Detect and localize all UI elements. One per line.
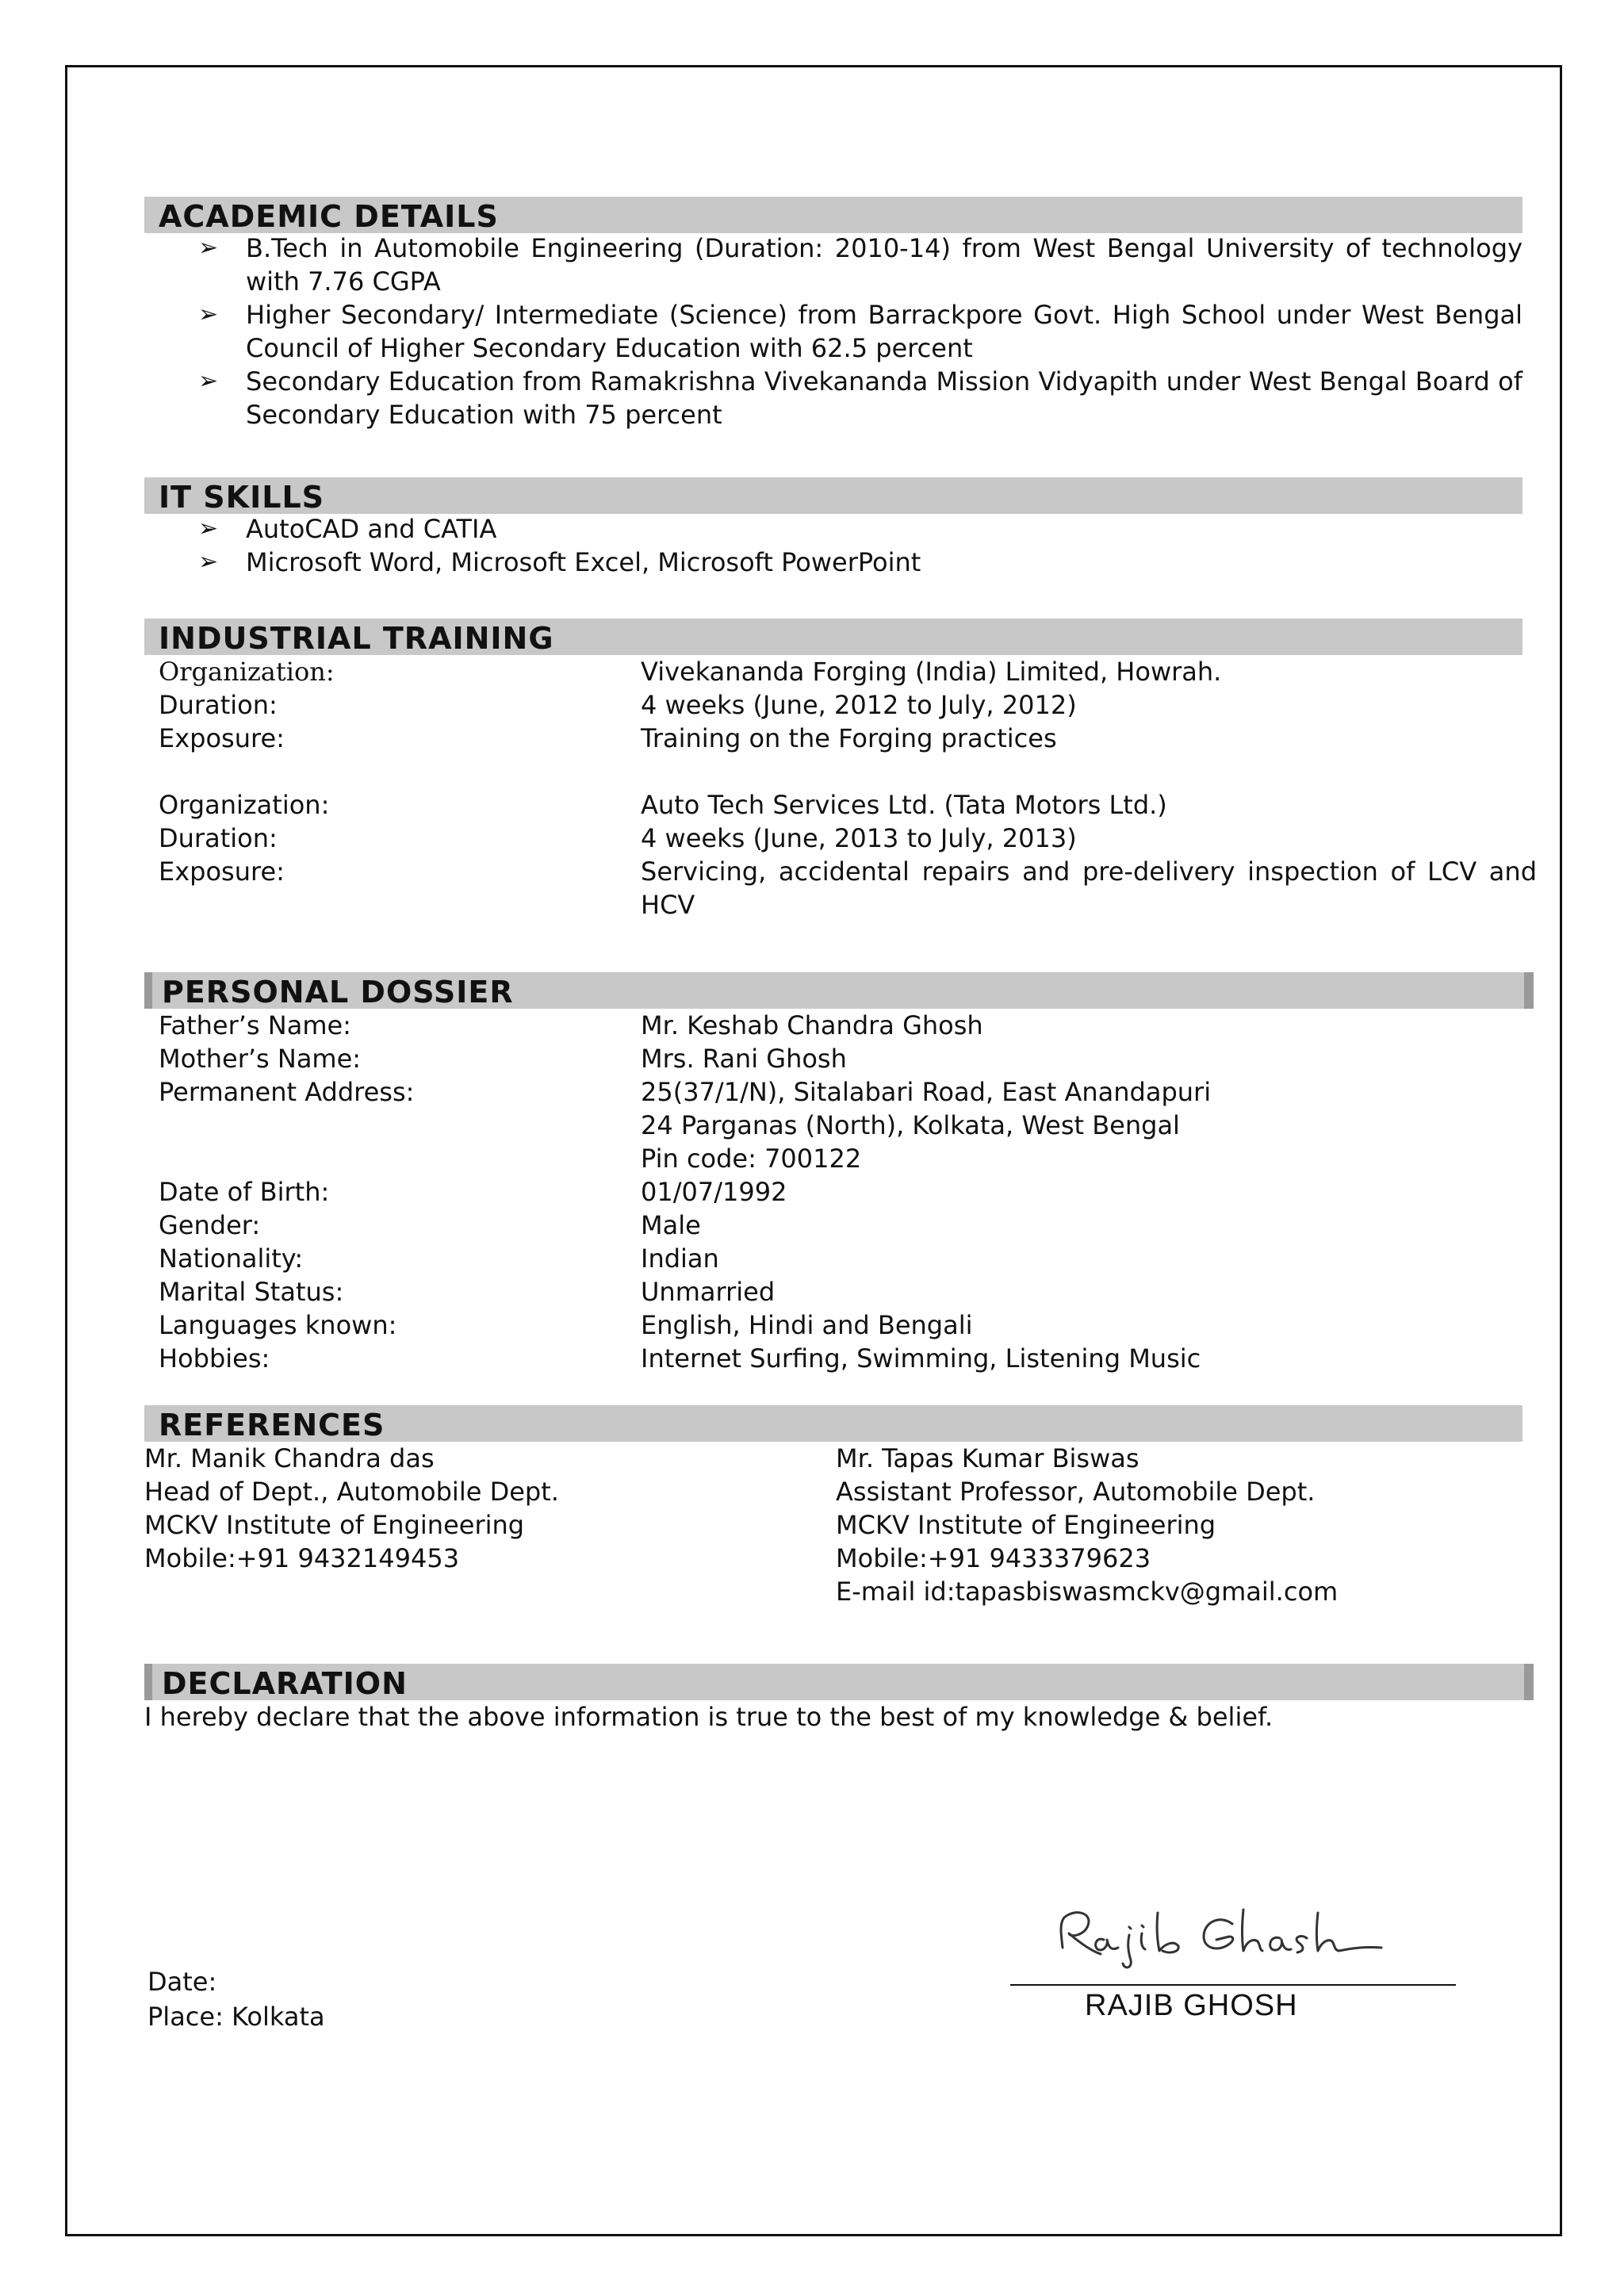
marital-status-label: Marital Status:	[159, 1277, 344, 1307]
gender-value: Male	[641, 1210, 701, 1240]
references-block	[144, 1442, 1522, 1608]
reference-name: Mr. Tapas Kumar Biswas	[836, 1443, 1139, 1473]
arrow-bullet-icon: ➢	[198, 234, 219, 262]
reference-name: Mr. Manik Chandra das	[144, 1443, 435, 1473]
training-org-label: Organization:	[159, 790, 330, 820]
spacer	[159, 755, 1537, 788]
training-exposure-label: Exposure:	[159, 723, 285, 753]
place-label: Place: Kolkata	[147, 2002, 325, 2032]
training-duration-label: Duration:	[159, 690, 278, 720]
list-item: ➢ B.Tech in Automobile Engineering (Duration: 2010-14) from West Bengal University of technology with 7.76 CGPA	[198, 233, 1522, 297]
list-item: ➢ AutoCAD and CATIA	[198, 514, 497, 544]
list-item: ➢ Higher Secondary/ Intermediate (Science) from Barrackpore Govt. High School under West Bengal Council of Higher Secondary Education with 62.5 percent	[198, 300, 1522, 363]
nationality-label: Nationality:	[159, 1243, 304, 1274]
reference-institute: MCKV Institute of Engineering	[144, 1510, 525, 1540]
academic-details-title: ACADEMIC DETAILS	[159, 199, 499, 234]
references-title: REFERENCES	[159, 1408, 385, 1443]
nationality-value: Indian	[641, 1243, 719, 1274]
personal-dossier-header	[144, 972, 1534, 1009]
hobbies-label: Hobbies:	[159, 1343, 270, 1374]
reference-email: E-mail id:tapasbiswasmckv@gmail.com	[836, 1577, 1339, 1607]
arrow-bullet-icon: ➢	[198, 367, 219, 395]
personal-dossier-title: PERSONAL DOSSIER	[162, 975, 514, 1010]
references-header	[144, 1405, 1522, 1442]
training-duration-value: 4 weeks (June, 2013 to July, 2013)	[641, 823, 1077, 853]
address-line: Pin code: 700122	[641, 1144, 862, 1174]
reference-mobile: Mobile:+91 9432149453	[144, 1543, 460, 1573]
arrow-bullet-icon: ➢	[198, 515, 219, 542]
reference-right	[836, 1442, 1522, 1608]
list-item: ➢ Microsoft Word, Microsoft Excel, Microsoft PowerPoint	[198, 547, 921, 577]
reference-left	[144, 1442, 836, 1608]
declaration-header	[144, 1664, 1534, 1700]
academic-details-list	[144, 232, 1522, 431]
training-exposure-label: Exposure:	[159, 856, 285, 887]
hobbies-value: Internet Surfing, Swimming, Listening Music	[641, 1343, 1201, 1374]
training-org-label: Organization:	[159, 657, 335, 687]
training-exposure-value: Servicing, accidental repairs and pre-delivery inspection of LCV and HCV	[641, 856, 1537, 920]
resume-content	[144, 197, 1537, 1734]
arrow-bullet-icon: ➢	[198, 301, 219, 328]
personal-dossier-table	[144, 1009, 1522, 1375]
it-skills-list	[144, 512, 1522, 579]
address-label: Permanent Address:	[159, 1077, 415, 1107]
training-duration-value: 4 weeks (June, 2012 to July, 2012)	[641, 690, 1077, 720]
reference-institute: MCKV Institute of Engineering	[836, 1510, 1216, 1540]
dob-label: Date of Birth:	[159, 1177, 330, 1207]
signatory-name: RAJIB GHOSH	[1085, 1989, 1298, 2022]
training-org-value: Vivekananda Forging (India) Limited, Howrah.	[641, 657, 1222, 687]
reference-mobile: Mobile:+91 9433379623	[836, 1543, 1151, 1573]
declaration-text: I hereby declare that the above information is true to the best of my knowledge & belief.	[144, 1702, 1274, 1732]
it-skills-header	[144, 477, 1522, 514]
industrial-training-header	[144, 619, 1522, 655]
address-line: 25(37/1/N), Sitalabari Road, East Anandapuri	[641, 1077, 1212, 1107]
address-value	[641, 1075, 1537, 1175]
it-skills-title: IT SKILLS	[159, 480, 325, 515]
industrial-training-title: INDUSTRIAL TRAINING	[159, 621, 554, 656]
arrow-bullet-icon: ➢	[198, 548, 219, 576]
training-org-value: Auto Tech Services Ltd. (Tata Motors Ltd.)	[641, 790, 1167, 820]
marital-status-value: Unmarried	[641, 1277, 776, 1307]
handwritten-signature	[1048, 1902, 1397, 1973]
training-exposure-value: Training on the Forging practices	[641, 723, 1057, 753]
languages-label: Languages known:	[159, 1310, 397, 1340]
declaration-title: DECLARATION	[162, 1666, 408, 1701]
mother-name-label: Mother’s Name:	[159, 1044, 362, 1074]
list-item: ➢ Secondary Education from Ramakrishna Vivekananda Mission Vidyapith under West Bengal Board of Secondary Education with 75 percent	[198, 366, 1522, 430]
reference-role: Assistant Professor, Automobile Dept.	[836, 1477, 1316, 1507]
languages-value: English, Hindi and Bengali	[641, 1310, 973, 1340]
date-label: Date:	[147, 1967, 217, 1997]
signoff-area	[144, 1902, 1522, 2060]
industrial-training-table	[144, 655, 1537, 921]
signature-line	[1010, 1984, 1456, 1986]
gender-label: Gender:	[159, 1210, 261, 1240]
reference-role: Head of Dept., Automobile Dept.	[144, 1477, 559, 1507]
father-name-label: Father’s Name:	[159, 1010, 351, 1040]
dob-value: 01/07/1992	[641, 1177, 787, 1207]
father-name-value: Mr. Keshab Chandra Ghosh	[641, 1010, 983, 1040]
academic-details-header	[144, 197, 1522, 233]
training-duration-label: Duration:	[159, 823, 278, 853]
mother-name-value: Mrs. Rani Ghosh	[641, 1044, 847, 1074]
address-line: 24 Parganas (North), Kolkata, West Bengal	[641, 1110, 1180, 1140]
